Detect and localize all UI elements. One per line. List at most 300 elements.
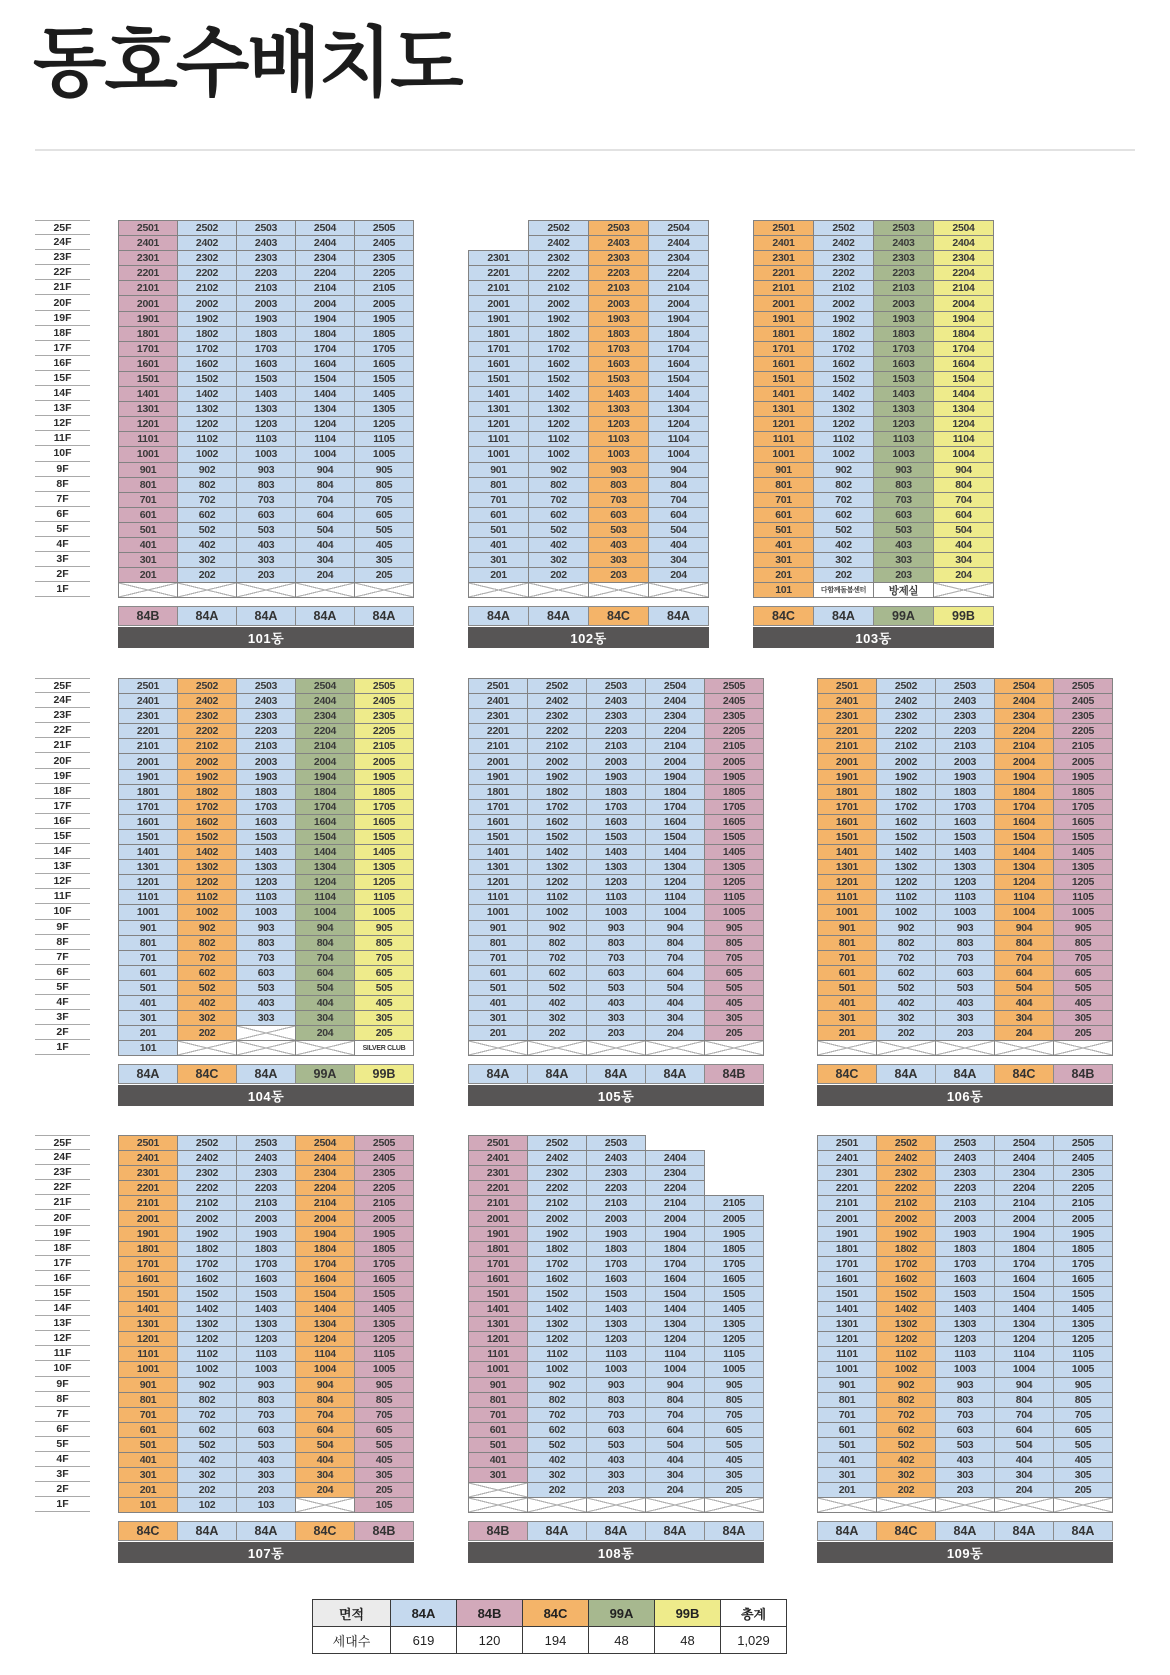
unit-cell: 2004 bbox=[648, 295, 709, 311]
unit-cell: 2204 bbox=[648, 265, 709, 281]
unit-cell: 1905 bbox=[354, 1226, 414, 1242]
summary-count-84c: 194 bbox=[523, 1627, 589, 1654]
building-102 bbox=[468, 220, 709, 648]
unit-column bbox=[527, 678, 587, 1056]
unit-cell: 1501 bbox=[118, 1286, 178, 1302]
unit-cell: 105 bbox=[354, 1497, 414, 1513]
floor-label: 8F bbox=[35, 935, 90, 950]
unit-cell: 1203 bbox=[236, 874, 296, 890]
unit-type-label: 84A bbox=[468, 606, 529, 626]
unit-cell: 1601 bbox=[817, 1271, 877, 1287]
unit-cell: 2001 bbox=[468, 1210, 528, 1226]
unit-cell: 1503 bbox=[586, 1286, 646, 1302]
unit-cell: 505 bbox=[704, 1437, 764, 1453]
unit-cell: 201 bbox=[468, 567, 529, 583]
unit-cell: 2103 bbox=[236, 1195, 296, 1211]
unit-cell: 905 bbox=[1053, 920, 1113, 936]
unit-cell: 2203 bbox=[588, 265, 649, 281]
unit-cell: 1105 bbox=[704, 889, 764, 905]
unit-cell: 301 bbox=[817, 1010, 877, 1026]
unit-cell: 2301 bbox=[753, 250, 814, 266]
unit-cell: 1404 bbox=[933, 386, 994, 402]
unit-cell: 2103 bbox=[236, 280, 296, 296]
unit-cell: 1805 bbox=[704, 784, 764, 800]
crossed-cell bbox=[468, 582, 529, 598]
unit-cell: 1005 bbox=[354, 1361, 414, 1377]
unit-cell: 1102 bbox=[876, 889, 936, 905]
unit-cell: 805 bbox=[1053, 1392, 1113, 1408]
unit-cell: 202 bbox=[177, 1482, 237, 1498]
unit-type-label: 84A bbox=[586, 1064, 646, 1084]
unit-cell: 2202 bbox=[527, 1180, 587, 1196]
unit-cell: 2504 bbox=[648, 220, 709, 236]
unit-type-label: 84A bbox=[236, 1064, 296, 1084]
unit-cell: 1104 bbox=[645, 889, 705, 905]
unit-cell: 1504 bbox=[994, 829, 1054, 845]
unit-cell: 304 bbox=[648, 552, 709, 568]
unit-cell: 2502 bbox=[876, 678, 936, 694]
unit-cell: 802 bbox=[876, 935, 936, 951]
unit-cell: 1703 bbox=[236, 799, 296, 815]
unit-column bbox=[648, 220, 709, 598]
unit-cell: 2104 bbox=[933, 280, 994, 296]
unit-cell: 2202 bbox=[177, 265, 237, 281]
unit-cell: 1501 bbox=[118, 829, 178, 845]
unit-cell: 1802 bbox=[177, 326, 237, 342]
crossed-cell bbox=[586, 1497, 646, 1513]
unit-cell: 501 bbox=[817, 1437, 877, 1453]
unit-cell: 705 bbox=[354, 492, 414, 508]
unit-cell: 2201 bbox=[468, 265, 529, 281]
unit-cell: 1804 bbox=[648, 326, 709, 342]
unit-cell: 1401 bbox=[118, 386, 178, 402]
unit-cell: 602 bbox=[527, 1422, 587, 1438]
floor-label: 12F bbox=[35, 416, 90, 431]
unit-cell: 2504 bbox=[645, 678, 705, 694]
unit-cell: 1003 bbox=[236, 1361, 296, 1377]
unit-cell: 2401 bbox=[817, 1150, 877, 1166]
unit-cell: 1304 bbox=[645, 1316, 705, 1332]
floor-label: 9F bbox=[35, 1377, 90, 1392]
unit-cell: 205 bbox=[1053, 1025, 1113, 1041]
crossed-cell bbox=[295, 1040, 355, 1056]
unit-cell: 2502 bbox=[528, 220, 589, 236]
unit-cell: 302 bbox=[527, 1010, 587, 1026]
floor-label: 24F bbox=[35, 693, 90, 708]
unit-cell: 2104 bbox=[645, 738, 705, 754]
empty-space bbox=[468, 220, 529, 250]
unit-cell: 602 bbox=[876, 965, 936, 981]
unit-cell: 1904 bbox=[295, 1226, 355, 1242]
summary-header-area: 면적 bbox=[313, 1600, 391, 1627]
unit-cell: 404 bbox=[645, 1452, 705, 1468]
unit-cell: 1702 bbox=[527, 1256, 587, 1272]
unit-cell: 903 bbox=[586, 1377, 646, 1393]
unit-cell: 203 bbox=[586, 1482, 646, 1498]
floor-label: 12F bbox=[35, 1331, 90, 1346]
unit-cell: 1101 bbox=[118, 431, 178, 447]
unit-cell: 2003 bbox=[236, 295, 296, 311]
crossed-cell bbox=[704, 1040, 764, 1056]
unit-type-label: 84A bbox=[527, 1521, 587, 1541]
unit-column bbox=[873, 220, 934, 598]
unit-cell: 2203 bbox=[236, 265, 296, 281]
floor-label: 20F bbox=[35, 753, 90, 768]
unit-cell: 1702 bbox=[876, 799, 936, 815]
unit-type-labels bbox=[817, 1064, 1113, 1084]
unit-cell: 2105 bbox=[704, 1195, 764, 1211]
floor-label: 10F bbox=[35, 446, 90, 461]
unit-cell: 203 bbox=[236, 567, 296, 583]
unit-cell: 201 bbox=[118, 1025, 178, 1041]
unit-cell: 1403 bbox=[586, 844, 646, 860]
unit-type-label: 84A bbox=[295, 606, 355, 626]
unit-cell: 704 bbox=[994, 950, 1054, 966]
unit-cell: 2402 bbox=[177, 693, 237, 709]
unit-cell: 1501 bbox=[468, 1286, 528, 1302]
unit-type-label: 84A bbox=[354, 606, 414, 626]
unit-cell: 1003 bbox=[586, 1361, 646, 1377]
unit-cell: 2102 bbox=[177, 1195, 237, 1211]
unit-cell: 1001 bbox=[817, 1361, 877, 1377]
unit-cell: 2305 bbox=[354, 250, 414, 266]
unit-cell: 205 bbox=[704, 1482, 764, 1498]
unit-cell: 904 bbox=[645, 920, 705, 936]
unit-cell: 2505 bbox=[1053, 678, 1113, 694]
unit-cell: 1402 bbox=[177, 1301, 237, 1317]
unit-cell: 1601 bbox=[468, 814, 528, 830]
unit-cell: 1501 bbox=[817, 829, 877, 845]
unit-cell: 802 bbox=[528, 477, 589, 493]
unit-cell: 804 bbox=[645, 935, 705, 951]
unit-cell: 2103 bbox=[236, 738, 296, 754]
unit-cell: 1903 bbox=[236, 1226, 296, 1242]
unit-column bbox=[354, 220, 414, 598]
unit-cell: 903 bbox=[588, 462, 649, 478]
unit-cell: 1603 bbox=[236, 356, 296, 372]
unit-cell: 2001 bbox=[468, 753, 528, 769]
unit-column bbox=[528, 220, 589, 598]
unit-cell: 1705 bbox=[704, 799, 764, 815]
unit-cell: 1004 bbox=[933, 446, 994, 462]
unit-cell: 1705 bbox=[354, 799, 414, 815]
unit-type-label: 84A bbox=[236, 1521, 296, 1541]
crossed-cell bbox=[1053, 1497, 1113, 1513]
unit-cell: 801 bbox=[753, 477, 814, 493]
unit-cell: 1904 bbox=[295, 311, 355, 327]
unit-cell: 1801 bbox=[468, 326, 529, 342]
unit-cell: 1202 bbox=[177, 416, 237, 432]
unit-cell: 501 bbox=[817, 980, 877, 996]
crossed-cell bbox=[935, 1497, 995, 1513]
unit-cell: 1902 bbox=[876, 769, 936, 785]
unit-cell: 702 bbox=[813, 492, 874, 508]
unit-cell: 2304 bbox=[295, 1165, 355, 1181]
floor-label: 18F bbox=[35, 784, 90, 799]
unit-cell: 703 bbox=[873, 492, 934, 508]
unit-cell: 1302 bbox=[177, 1316, 237, 1332]
unit-cell: 1205 bbox=[1053, 874, 1113, 890]
unit-cell: 402 bbox=[177, 995, 237, 1011]
unit-cell: 1704 bbox=[933, 341, 994, 357]
unit-cell: 1405 bbox=[354, 1301, 414, 1317]
unit-cell: 2501 bbox=[817, 678, 877, 694]
unit-column bbox=[645, 678, 705, 1056]
unit-column bbox=[817, 678, 877, 1056]
building-name-bar: 106동 bbox=[817, 1085, 1113, 1106]
unit-cell: 1705 bbox=[1053, 1256, 1113, 1272]
unit-cell: 1703 bbox=[935, 799, 995, 815]
unit-cell: 2005 bbox=[354, 753, 414, 769]
unit-cell: 1302 bbox=[876, 1316, 936, 1332]
unit-cell: 1901 bbox=[468, 769, 528, 785]
unit-cell: 1703 bbox=[935, 1256, 995, 1272]
unit-cell: 2403 bbox=[236, 693, 296, 709]
floor-label: 24F bbox=[35, 1150, 90, 1165]
unit-cell: 2003 bbox=[586, 753, 646, 769]
unit-cell: 1503 bbox=[588, 371, 649, 387]
unit-cell: 1202 bbox=[177, 1331, 237, 1347]
unit-cell: 904 bbox=[994, 920, 1054, 936]
unit-cell: 1002 bbox=[527, 904, 587, 920]
unit-type-labels bbox=[118, 1064, 414, 1084]
unit-cell: 2201 bbox=[118, 723, 178, 739]
unit-cell: 2101 bbox=[118, 1195, 178, 1211]
floor-label: 1F bbox=[35, 1040, 90, 1055]
unit-cell: 2502 bbox=[177, 678, 237, 694]
unit-cell: 2205 bbox=[354, 265, 414, 281]
unit-cell: 1504 bbox=[295, 1286, 355, 1302]
unit-cell: 503 bbox=[935, 1437, 995, 1453]
unit-type-labels bbox=[817, 1521, 1113, 1541]
crossed-cell bbox=[994, 1497, 1054, 1513]
unit-type-labels bbox=[118, 1521, 414, 1541]
unit-cell: 1602 bbox=[876, 1271, 936, 1287]
unit-cell: 2002 bbox=[177, 1210, 237, 1226]
unit-grid bbox=[118, 220, 414, 598]
crossed-cell bbox=[354, 582, 414, 598]
unit-cell: 803 bbox=[236, 935, 296, 951]
unit-type-label: 84B bbox=[354, 1521, 414, 1541]
floor-label: 8F bbox=[35, 1392, 90, 1407]
unit-cell: 1204 bbox=[648, 416, 709, 432]
unit-cell: 1302 bbox=[813, 401, 874, 417]
unit-cell: 1805 bbox=[1053, 784, 1113, 800]
unit-cell: 603 bbox=[935, 965, 995, 981]
unit-cell: 401 bbox=[468, 1452, 528, 1468]
unit-cell: 505 bbox=[704, 980, 764, 996]
unit-cell: 1201 bbox=[118, 416, 178, 432]
unit-cell: 505 bbox=[1053, 1437, 1113, 1453]
unit-cell: 704 bbox=[295, 950, 355, 966]
unit-cell: 802 bbox=[177, 477, 237, 493]
unit-cell: 2105 bbox=[704, 738, 764, 754]
unit-cell: 603 bbox=[236, 507, 296, 523]
unit-cell: 1103 bbox=[236, 889, 296, 905]
unit-cell: 604 bbox=[933, 507, 994, 523]
floor-label: 23F bbox=[35, 1165, 90, 1180]
unit-cell: 1301 bbox=[817, 1316, 877, 1332]
unit-cell: 1405 bbox=[354, 844, 414, 860]
unit-cell: 1503 bbox=[935, 1286, 995, 1302]
floor-label-column bbox=[35, 1135, 90, 1512]
unit-cell: 401 bbox=[817, 1452, 877, 1468]
unit-cell: 701 bbox=[118, 950, 178, 966]
unit-cell: 302 bbox=[177, 1010, 237, 1026]
crossed-cell bbox=[236, 582, 296, 598]
unit-cell: 204 bbox=[645, 1482, 705, 1498]
unit-cell: 1404 bbox=[994, 844, 1054, 860]
floor-label: 18F bbox=[35, 326, 90, 341]
unit-cell: 1504 bbox=[645, 1286, 705, 1302]
floor-label: 11F bbox=[35, 431, 90, 446]
unit-type-label: 84A bbox=[1053, 1521, 1113, 1541]
building-row-2 bbox=[0, 678, 1170, 1108]
unit-cell: 2204 bbox=[645, 723, 705, 739]
unit-cell: 2401 bbox=[753, 235, 814, 251]
unit-cell: 804 bbox=[645, 1392, 705, 1408]
unit-cell: 2205 bbox=[354, 723, 414, 739]
unit-cell: 101 bbox=[118, 1040, 178, 1056]
unit-cell: 1604 bbox=[994, 814, 1054, 830]
unit-cell: 601 bbox=[118, 965, 178, 981]
unit-cell: 604 bbox=[295, 1422, 355, 1438]
unit-cell: 301 bbox=[753, 552, 814, 568]
unit-cell: 1205 bbox=[704, 874, 764, 890]
crossed-cell bbox=[468, 1040, 528, 1056]
unit-cell: 2003 bbox=[935, 753, 995, 769]
unit-cell: 203 bbox=[586, 1025, 646, 1041]
unit-cell: 2402 bbox=[527, 1150, 587, 1166]
floor-label: 21F bbox=[35, 280, 90, 295]
unit-cell: 702 bbox=[527, 950, 587, 966]
unit-cell: 1305 bbox=[704, 1316, 764, 1332]
unit-cell: 1505 bbox=[354, 371, 414, 387]
unit-cell: 1105 bbox=[1053, 889, 1113, 905]
unit-cell: 2103 bbox=[873, 280, 934, 296]
floor-label: 7F bbox=[35, 492, 90, 507]
unit-cell: 302 bbox=[177, 1467, 237, 1483]
unit-cell: 304 bbox=[994, 1010, 1054, 1026]
unit-cell: 2404 bbox=[295, 1150, 355, 1166]
unit-type-label: 84B bbox=[118, 606, 178, 626]
unit-cell: 1001 bbox=[118, 1361, 178, 1377]
floor-label: 23F bbox=[35, 708, 90, 723]
unit-type-label: 84B bbox=[704, 1064, 764, 1084]
unit-cell: 1702 bbox=[177, 1256, 237, 1272]
unit-cell: 2004 bbox=[994, 1210, 1054, 1226]
unit-cell: 1002 bbox=[876, 1361, 936, 1377]
unit-cell: 2403 bbox=[586, 1150, 646, 1166]
unit-cell: 504 bbox=[645, 980, 705, 996]
unit-cell: 802 bbox=[813, 477, 874, 493]
unit-cell: 1604 bbox=[933, 356, 994, 372]
unit-cell: 1102 bbox=[528, 431, 589, 447]
unit-cell: 2505 bbox=[704, 678, 764, 694]
unit-cell: 1003 bbox=[935, 1361, 995, 1377]
unit-cell: 2203 bbox=[586, 1180, 646, 1196]
unit-cell: 2101 bbox=[468, 1195, 528, 1211]
unit-cell: 1603 bbox=[935, 1271, 995, 1287]
unit-cell: 2203 bbox=[935, 1180, 995, 1196]
unit-type-label: 84A bbox=[468, 1064, 528, 1084]
unit-cell: 803 bbox=[873, 477, 934, 493]
summary-count-99b: 48 bbox=[655, 1627, 721, 1654]
unit-cell: 1002 bbox=[177, 1361, 237, 1377]
unit-cell: 601 bbox=[468, 1422, 528, 1438]
unit-cell: 805 bbox=[354, 935, 414, 951]
unit-cell: 902 bbox=[876, 920, 936, 936]
unit-cell: 1302 bbox=[177, 859, 237, 875]
unit-cell: 1301 bbox=[118, 859, 178, 875]
unit-cell: 2301 bbox=[468, 250, 529, 266]
unit-cell: 1303 bbox=[588, 401, 649, 417]
unit-cell: 304 bbox=[295, 552, 355, 568]
unit-cell: 1502 bbox=[528, 371, 589, 387]
unit-cell: 2302 bbox=[528, 250, 589, 266]
unit-cell: 2402 bbox=[177, 235, 237, 251]
unit-cell: 805 bbox=[704, 1392, 764, 1408]
unit-cell: 901 bbox=[468, 462, 529, 478]
unit-cell: 902 bbox=[876, 1377, 936, 1393]
unit-cell: 1304 bbox=[295, 401, 355, 417]
unit-cell: 1803 bbox=[935, 1241, 995, 1257]
unit-cell: 1505 bbox=[354, 829, 414, 845]
floor-label: 6F bbox=[35, 1422, 90, 1437]
unit-cell: 1004 bbox=[648, 446, 709, 462]
unit-cell: 1801 bbox=[817, 1241, 877, 1257]
unit-cell: 1902 bbox=[177, 1226, 237, 1242]
unit-cell: 1405 bbox=[1053, 844, 1113, 860]
unit-cell: 604 bbox=[645, 965, 705, 981]
unit-cell: 702 bbox=[528, 492, 589, 508]
unit-cell: 2305 bbox=[354, 1165, 414, 1181]
unit-cell: 1602 bbox=[813, 356, 874, 372]
unit-cell: 1805 bbox=[354, 1241, 414, 1257]
unit-cell: 404 bbox=[994, 1452, 1054, 1468]
unit-cell: 1203 bbox=[236, 416, 296, 432]
unit-cell: 2201 bbox=[118, 1180, 178, 1196]
unit-cell: 201 bbox=[468, 1025, 528, 1041]
unit-cell: 1503 bbox=[236, 1286, 296, 1302]
unit-cell: 1002 bbox=[813, 446, 874, 462]
unit-cell: 801 bbox=[817, 1392, 877, 1408]
unit-cell: 2005 bbox=[354, 295, 414, 311]
unit-grid bbox=[118, 1135, 414, 1513]
unit-cell: 203 bbox=[935, 1025, 995, 1041]
unit-cell: 1904 bbox=[645, 1226, 705, 1242]
unit-cell: 1005 bbox=[704, 1361, 764, 1377]
unit-cell: 2105 bbox=[354, 738, 414, 754]
unit-cell: 2103 bbox=[588, 280, 649, 296]
unit-cell: 304 bbox=[645, 1010, 705, 1026]
unit-cell: 802 bbox=[177, 1392, 237, 1408]
unit-cell: 2304 bbox=[295, 708, 355, 724]
unit-cell: 1604 bbox=[994, 1271, 1054, 1287]
unit-cell: 2501 bbox=[118, 1135, 178, 1151]
floor-label-column bbox=[35, 220, 90, 597]
unit-cell: 2203 bbox=[873, 265, 934, 281]
unit-cell: 2202 bbox=[528, 265, 589, 281]
unit-cell: 1502 bbox=[177, 371, 237, 387]
unit-cell: 1601 bbox=[468, 1271, 528, 1287]
unit-cell: 2204 bbox=[295, 265, 355, 281]
unit-cell: 1803 bbox=[935, 784, 995, 800]
unit-column bbox=[704, 1135, 764, 1513]
unit-cell: 403 bbox=[935, 995, 995, 1011]
unit-cell: 1803 bbox=[236, 1241, 296, 1257]
unit-cell: 404 bbox=[295, 537, 355, 553]
